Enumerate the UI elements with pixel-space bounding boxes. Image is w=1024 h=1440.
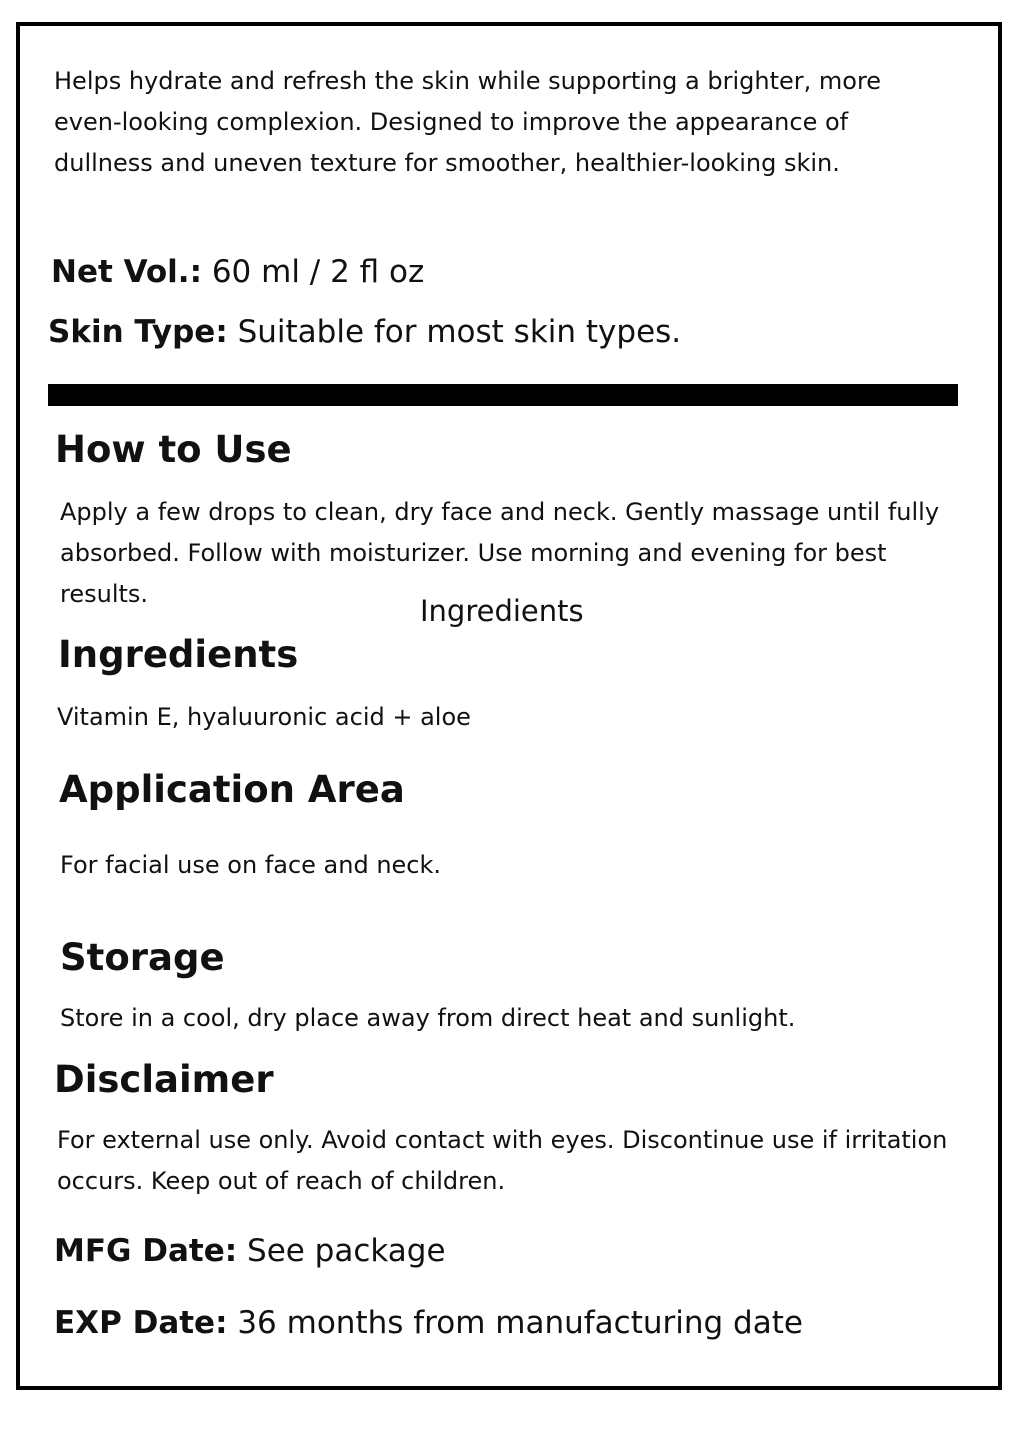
how-to-use-text: Apply a few drops to clean, dry face and neck. Gently massage until fully absorbed. Follow with moisturizer. Use morning and evening for best results.	[60, 498, 940, 608]
exp-date	[54, 1303, 803, 1343]
stray-ingredients-label: Ingredients	[420, 594, 584, 628]
how-to-use-heading: How to Use	[55, 428, 292, 471]
skin-type-label: Skin Type:	[48, 314, 228, 350]
exp-date-value: 36 months from manufacturing date	[227, 1305, 803, 1341]
mfg-date-value: See package	[237, 1233, 446, 1269]
exp-date-label: EXP Date:	[54, 1305, 228, 1341]
net-volume-label: Net Vol.:	[51, 254, 202, 290]
intro-description: Helps hydrate and refresh the skin while supporting a brighter, more even-looking complexion. Designed to improve the appearance of dullness and uneven texture for smoother, healthier-looking skin.	[54, 67, 882, 177]
ingredients-text: Vitamin E, hyaluuronic acid + aloe	[57, 703, 471, 731]
disclaimer-heading: Disclaimer	[54, 1058, 274, 1101]
net-volume	[51, 252, 424, 292]
mfg-date	[54, 1231, 446, 1271]
application-area-text: For facial use on face and neck.	[60, 851, 442, 879]
skin-type	[48, 312, 681, 352]
ingredients-heading: Ingredients	[58, 633, 299, 676]
application-area-heading: Application Area	[59, 768, 405, 811]
net-volume-value: 60 ml / 2 fl oz	[201, 254, 425, 290]
section-divider	[48, 384, 958, 406]
skin-type-value: Suitable for most skin types.	[227, 314, 682, 350]
mfg-date-label: MFG Date:	[54, 1233, 238, 1269]
storage-heading: Storage	[60, 936, 225, 979]
disclaimer-text: For external use only. Avoid contact with eyes. Discontinue use if irritation occurs. Keep out of reach of children.	[57, 1126, 948, 1195]
storage-text: Store in a cool, dry place away from direct heat and sunlight.	[60, 1004, 796, 1032]
